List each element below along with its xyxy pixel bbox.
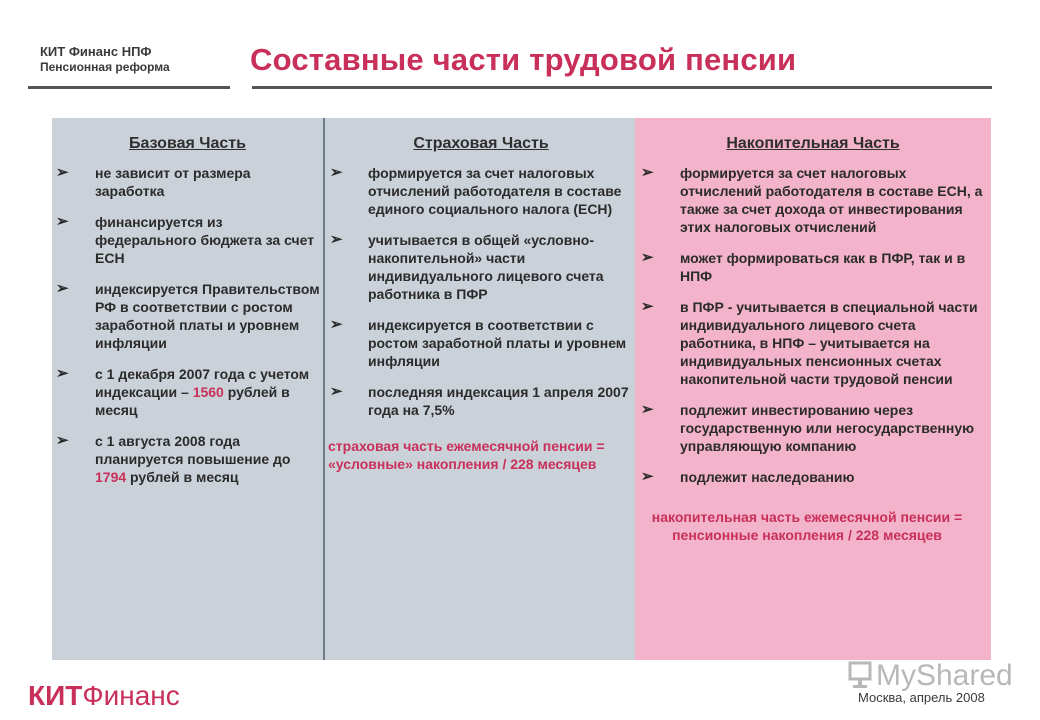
- arrow-bullet-icon: ➢: [56, 365, 69, 382]
- org-name: КИТ Финанс НПФ: [40, 44, 152, 59]
- insurance-formula: страховая часть ежемесячной пенсии = «условные» накопления / 228 месяцев: [328, 438, 605, 472]
- list-item: [635, 298, 991, 388]
- arrow-bullet-icon: ➢: [56, 164, 69, 181]
- header-divider-right: [252, 86, 992, 89]
- panel-heading: Накопительная Часть: [726, 135, 900, 152]
- brand-logo: [28, 680, 180, 712]
- org-block: [40, 44, 170, 74]
- brand-logo-part1: КИТ: [28, 680, 83, 711]
- list-item: [52, 164, 323, 200]
- arrow-bullet-icon: ➢: [641, 249, 654, 266]
- item-text: финансируется из федерального бюджета за счет ЕСН: [95, 214, 315, 266]
- footer-location-date: Москва, апрель 2008: [858, 690, 985, 705]
- item-text: с 1 декабря 2007 года с учетом индексации –: [95, 366, 310, 400]
- arrow-bullet-icon: ➢: [641, 298, 654, 315]
- list-item: [52, 280, 323, 352]
- arrow-bullet-icon: ➢: [330, 383, 343, 400]
- item-text-tail: рублей в месяц: [126, 469, 239, 485]
- list-item: [635, 249, 991, 285]
- list-item: [325, 316, 637, 370]
- bullet-list: [325, 164, 637, 419]
- panel-insurance-part: [323, 118, 637, 660]
- panel-heading: Базовая Часть: [129, 135, 246, 152]
- panel-heading: Страховая Часть: [413, 135, 549, 152]
- item-text: может формироваться как в ПФР, так и в НПФ: [680, 250, 966, 284]
- brand-logo-part2: Финанс: [82, 680, 180, 711]
- highlight-amount: 1560: [192, 384, 224, 400]
- list-item: [635, 401, 991, 455]
- bullet-list: [52, 164, 323, 486]
- header-divider-left: [28, 86, 230, 89]
- list-item: [52, 213, 323, 267]
- arrow-bullet-icon: ➢: [330, 231, 343, 248]
- list-item: [635, 164, 991, 236]
- watermark-text: MyShared: [876, 659, 1013, 692]
- list-item: [325, 383, 637, 419]
- org-subtitle: Пенсионная реформа: [40, 60, 170, 74]
- list-item: [52, 365, 323, 419]
- funded-formula: накопительная часть ежемесячной пенсии = пенсионные накопления / 228 месяцев: [651, 509, 963, 543]
- item-text: не зависит от размера заработка: [95, 165, 251, 199]
- item-text: подлежит инвестированию через государственную или негосударственную управляющую компанию: [680, 402, 975, 454]
- item-text: с 1 августа 2008 года планируется повышение до: [95, 433, 291, 467]
- arrow-bullet-icon: ➢: [56, 213, 69, 230]
- item-text-tail: рублей в месяц: [95, 384, 290, 418]
- item-text: подлежит наследованию: [680, 469, 855, 485]
- item-text: формируется за счет налоговых отчислений работодателя в составе ЕСН, а также за счет дохода от инвестирования этих налоговых отчислений: [680, 165, 983, 235]
- panel-base-part: [52, 118, 323, 660]
- arrow-bullet-icon: ➢: [56, 280, 69, 297]
- panel-funded-part: [635, 118, 991, 660]
- list-item: [635, 468, 991, 486]
- item-text: индексируется в соответствии с ростом заработной платы и уровнем инфляции: [368, 317, 627, 369]
- item-text: формируется за счет налоговых отчислений работодателя в составе единого социального налога (ЕСН): [368, 165, 622, 217]
- arrow-bullet-icon: ➢: [56, 432, 69, 449]
- item-text: учитывается в общей «условно-накопительной» части индивидуального лицевого счета работника в ПФР: [368, 232, 604, 302]
- arrow-bullet-icon: ➢: [330, 164, 343, 181]
- list-item: [325, 164, 637, 218]
- bullet-list: [635, 164, 991, 486]
- highlight-amount: 1794: [95, 469, 127, 485]
- item-text: в ПФР - учитывается в специальной части индивидуального лицевого счета работника, в НПФ – учитывается на индивидуальных пенсионных счетах накопительной части трудовой пенсии: [680, 299, 978, 387]
- page-title: Составные части трудовой пенсии: [250, 42, 797, 77]
- list-item: [325, 231, 637, 303]
- item-text: последняя индексация 1 апреля 2007 года на 7,5%: [368, 384, 629, 418]
- list-item: [52, 432, 323, 486]
- arrow-bullet-icon: ➢: [641, 468, 654, 485]
- arrow-bullet-icon: ➢: [641, 164, 654, 181]
- arrow-bullet-icon: ➢: [330, 316, 343, 333]
- arrow-bullet-icon: ➢: [641, 401, 654, 418]
- item-text: индексируется Правительством РФ в соответствии с ростом заработной платы и уровнем инфляции: [95, 281, 320, 351]
